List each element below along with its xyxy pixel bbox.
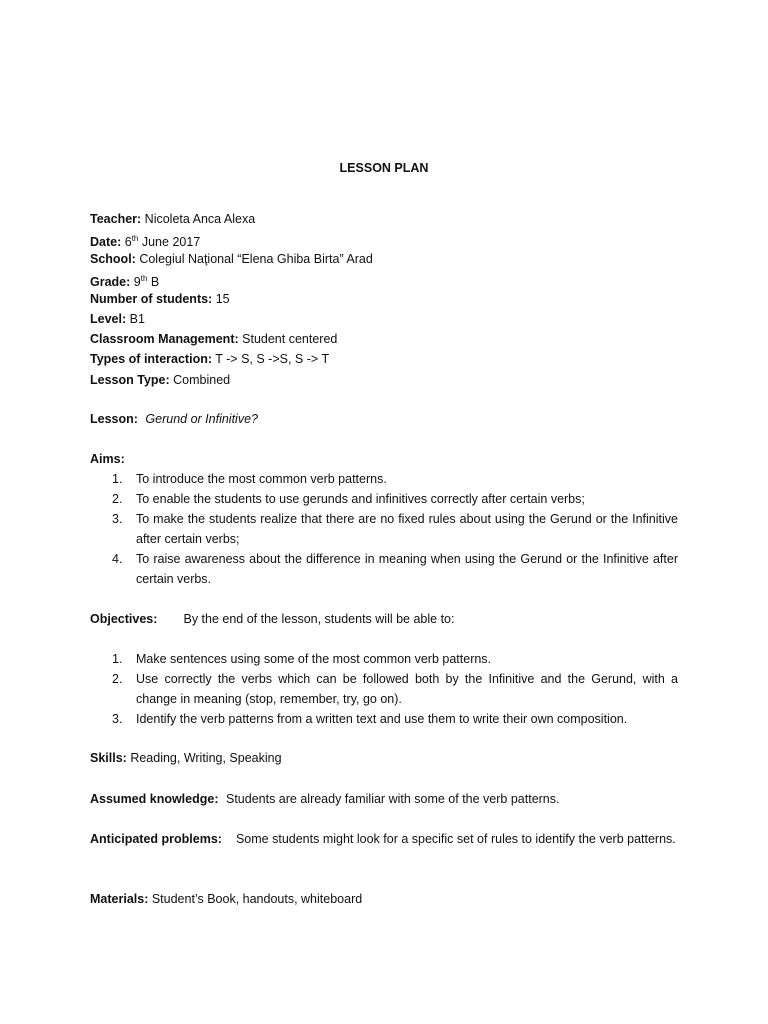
- materials-value: Student’s Book, handouts, whiteboard: [151, 892, 363, 906]
- lesson-label: Lesson:: [90, 412, 138, 426]
- problems-label: Anticipated problems:: [90, 832, 222, 846]
- grade-line: [90, 270, 159, 291]
- date-label: Date:: [90, 235, 122, 250]
- objectives-line: [90, 610, 455, 628]
- level-line: [90, 310, 145, 328]
- list-text: Identify the verb patterns from a written text and use them to write their own composition.: [136, 712, 628, 726]
- lesson-line: [90, 410, 258, 428]
- list-item: [90, 509, 678, 549]
- students-line: [90, 290, 230, 308]
- teacher-label: Teacher:: [90, 212, 142, 226]
- interaction-value: T -> S, S ->S, S -> T: [215, 352, 330, 366]
- list-text: To make the students realize that there are no fixed rules about using the Gerund or the Infinitive after certain verbs;: [136, 512, 678, 546]
- grade-label: Grade:: [90, 275, 131, 290]
- assumed-label: Assumed knowledge:: [90, 792, 219, 806]
- level-label: Level:: [90, 312, 127, 326]
- list-number: 1.: [112, 652, 123, 666]
- lesson-type-label: Lesson Type:: [90, 373, 170, 387]
- skills-value: Reading, Writing, Speaking: [130, 751, 282, 765]
- teacher-value: Nicoleta Anca Alexa: [144, 212, 256, 226]
- page-title: LESSON PLAN: [339, 161, 429, 175]
- materials-label: Materials:: [90, 892, 149, 906]
- list-item: [90, 549, 678, 589]
- list-item: [90, 669, 678, 709]
- objectives-list: [90, 649, 678, 729]
- objectives-label: Objectives:: [90, 612, 158, 626]
- assumed-value: Students are already familiar with some of the verb patterns.: [225, 792, 560, 806]
- assumed-line: [90, 790, 559, 808]
- list-number: 2.: [112, 672, 123, 686]
- date-rest: June 2017: [141, 235, 201, 250]
- lesson-type-value: Combined: [173, 373, 231, 387]
- skills-label: Skills:: [90, 751, 127, 765]
- list-item: [90, 709, 678, 729]
- date-line: [90, 230, 200, 251]
- materials-line: [90, 890, 362, 908]
- problems-value: Some students might look for a specific set of rules to identify the verb patterns.: [235, 832, 676, 846]
- students-label: Number of students:: [90, 292, 213, 306]
- list-text: Use correctly the verbs which can be followed both by the Infinitive and the Gerund, with a change in meaning (stop, remember, try, go on).: [136, 672, 678, 706]
- management-label: Classroom Management:: [90, 332, 239, 346]
- management-line: [90, 330, 337, 348]
- management-value: Student centered: [242, 332, 338, 346]
- grade-rest: B: [150, 275, 160, 290]
- list-text: Make sentences using some of the most common verb patterns.: [136, 652, 492, 666]
- list-number: 1.: [112, 472, 123, 486]
- lesson-type-line: [90, 371, 230, 389]
- list-text: To raise awareness about the difference in meaning when using the Gerund or the Infinitive after certain verbs.: [136, 552, 678, 586]
- students-value: 15: [215, 292, 230, 306]
- skills-line: [90, 749, 282, 767]
- date-sup: th: [131, 234, 139, 243]
- aims-label: Aims:: [90, 452, 125, 466]
- school-value: Colegiul Naţional “Elena Ghiba Birta” Arad: [139, 252, 373, 266]
- interaction-label: Types of interaction:: [90, 352, 213, 366]
- list-item: [90, 649, 678, 669]
- list-number: 4.: [112, 552, 123, 566]
- school-label: School:: [90, 252, 136, 266]
- list-text: To enable the students to use gerunds and infinitives correctly after certain verbs;: [136, 492, 585, 506]
- aims-list: [90, 469, 678, 589]
- list-text: To introduce the most common verb patterns.: [136, 472, 387, 486]
- level-value: B1: [129, 312, 145, 326]
- list-item: [90, 489, 678, 509]
- problems-paragraph: [90, 829, 678, 849]
- list-item: [90, 469, 678, 489]
- objectives-intro: By the end of the lesson, students will be able to:: [183, 612, 455, 626]
- interaction-line: [90, 350, 329, 368]
- list-number: 3.: [112, 512, 123, 526]
- school-line: [90, 250, 373, 268]
- teacher-line: [90, 210, 255, 228]
- list-number: 2.: [112, 492, 123, 506]
- lesson-topic: Gerund or Infinitive?: [145, 412, 258, 426]
- list-number: 3.: [112, 712, 123, 726]
- date-day: 6: [124, 235, 132, 250]
- grade-sup: th: [140, 274, 148, 283]
- grade-num: 9: [133, 275, 141, 290]
